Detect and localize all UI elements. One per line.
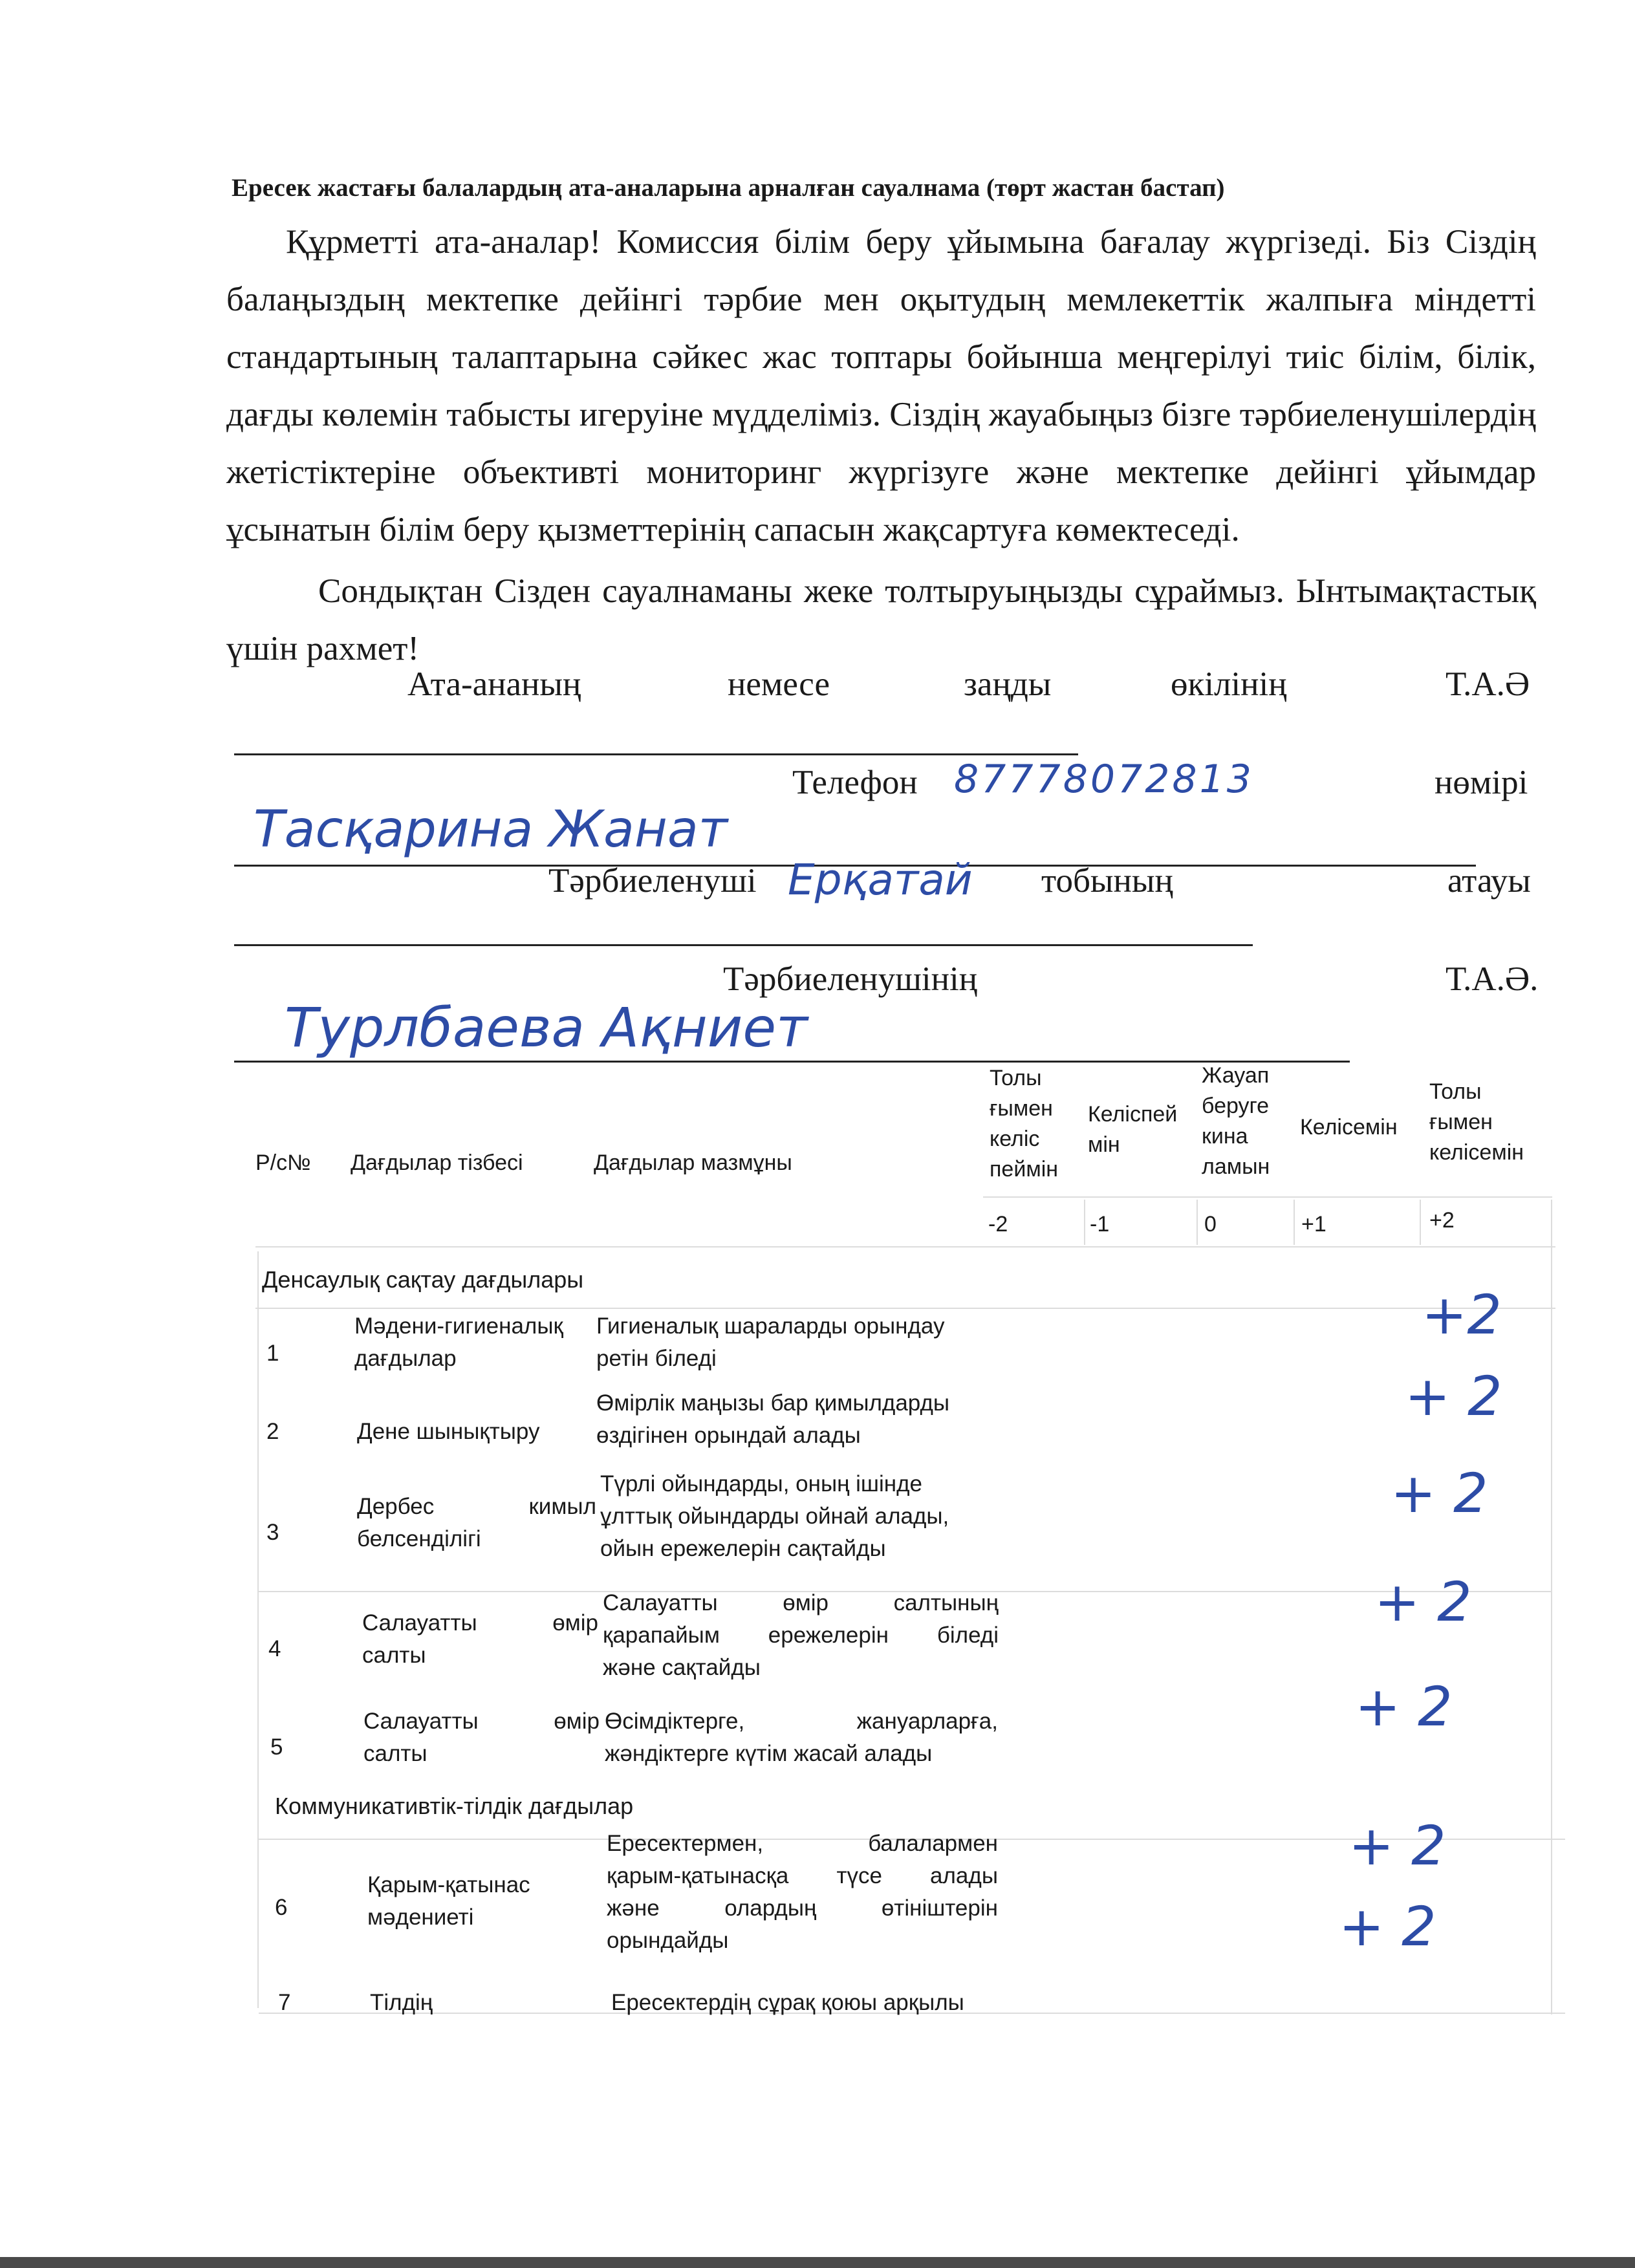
parent-label-word-4: өкілінің (1171, 665, 1287, 703)
header-col-strongly-disagree: Толы ғымен келіс пеймін (990, 1066, 1059, 1182)
phone-suffix: нөмірі (1435, 764, 1528, 801)
row-mark[interactable]: + 2 (1355, 1675, 1453, 1738)
grid-vline (257, 1251, 259, 2008)
row-content: Ересектердің сұрақ қоюы арқылы (611, 1990, 964, 2015)
row-mark[interactable]: + 2 (1405, 1365, 1502, 1428)
row-content: Түрлі ойындарды, оның ішінде ұлттық ойындарды ойнай алады, ойын ережелерін сақтайды (600, 1471, 949, 1561)
parent-label-word-1: Ата-ананың (407, 665, 581, 703)
row-number: 2 (266, 1419, 279, 1444)
row-number: 4 (268, 1636, 281, 1661)
header-col-agree: Келісемін (1300, 1115, 1398, 1139)
group-fill-line (234, 944, 1253, 946)
row-mark[interactable]: +2 (1422, 1283, 1502, 1346)
request-paragraph: Сондықтан Сізден сауалнаманы жеке толтыруыңызды сұраймыз. Ынтымақтастық үшін рахмет! (226, 572, 1536, 667)
child-name-line (234, 1061, 1350, 1063)
row-skill: Мәдени-гигиеналық дағдылар (354, 1313, 563, 1371)
row-number: 1 (266, 1341, 279, 1366)
grid-line (983, 1196, 1552, 1198)
group-label: Тәрбиеленуші (548, 862, 757, 900)
row-mark[interactable]: + 2 (1391, 1462, 1488, 1525)
row-content: Өмірлік маңызы бар қимылдарды өздігінен орындай алады (596, 1390, 950, 1448)
group-suffix: атауы (1447, 862, 1531, 900)
row-skill: Дене шынықтыру (357, 1419, 540, 1444)
row-skill: Салауатты өмір салты (362, 1610, 598, 1668)
score-zero: 0 (1204, 1212, 1217, 1237)
score-minus-1: -1 (1090, 1212, 1110, 1237)
row-number: 7 (278, 1990, 291, 2015)
parent-label-word-2: немесе (728, 665, 830, 703)
parent-fill-line (234, 753, 1078, 755)
intro-paragraph: Құрметті ата-аналар! Комиссия білім беру ұйымына бағалау жүргізеді. Біз Сіздің балаңыздың мектепке дейінгі тәрбие мен оқытудың мемлекеттік жалпыға міндетті стандартының талаптарына сәйкес жас топтары бойынша меңгерілуі тиіс білім, білік, дағды көлемін табысты игеруіне мүдделіміз. Сіздің жауабыңыз бізге тәрбиеленушілердің жетістіктеріне объективті мониторинг жүргізуге және мектепке дейінгі ұйымдар ұсынатын білім беру қызметтерінің сапасын жақсартуға көмектеседі. (226, 223, 1536, 548)
header-col-strongly-agree: Толы ғымен келісемін (1429, 1079, 1524, 1165)
row-content: Өсімдіктерге, жануарларға, жәндіктерге күтім жасай алады (605, 1709, 998, 1766)
score-minus-2: -2 (988, 1212, 1008, 1237)
grid-line (255, 1308, 1555, 1309)
header-col-undecided: Жауап беруге кина ламын (1202, 1063, 1270, 1179)
section-health-skills: Денсаулық сақтау дағдылары (262, 1266, 584, 1293)
row-content: Ересектермен, балалармен қарым-қатынасқа түсе алады және олардың өтініштерін орындайды (607, 1831, 998, 1953)
header-content: Дағдылар мазмұны (594, 1150, 792, 1175)
grid-vline (1551, 1200, 1552, 2014)
scan-edge (0, 2257, 1635, 2268)
group-mid: тобының (1041, 862, 1173, 900)
child-name-value[interactable]: Турлбаева Ақниет (285, 996, 808, 1059)
grid-vline (1420, 1200, 1421, 1245)
row-number: 6 (275, 1895, 288, 1920)
row-number: 3 (266, 1520, 279, 1545)
header-skills: Дағдылар тізбесі (351, 1150, 523, 1175)
form-title: Ересек жастағы балалардың ата-аналарына арналған сауалнама (төрт жастан бастап) (232, 174, 1225, 202)
score-plus-2: +2 (1429, 1208, 1455, 1233)
row-mark[interactable]: + 2 (1339, 1895, 1436, 1958)
row-skill: Салауатты өмір салты (363, 1709, 600, 1766)
grid-line (255, 1246, 1555, 1247)
row-skill: Дербес кимыл белсенділігі (357, 1494, 596, 1551)
score-plus-1: +1 (1301, 1212, 1326, 1237)
group-value[interactable]: Ерқатай (788, 855, 973, 905)
section-communication-skills: Коммуникативтік-тілдік дағдылар (275, 1793, 634, 1819)
row-mark[interactable]: + 2 (1348, 1814, 1446, 1877)
parent-name-value[interactable]: Тасқарина Жанат (254, 801, 728, 859)
header-col-disagree: Келіспей мін (1088, 1102, 1178, 1157)
child-suffix: Т.А.Ә. (1446, 960, 1539, 998)
row-mark[interactable]: + 2 (1374, 1570, 1472, 1634)
parent-label-word-5: Т.А.Ә (1446, 665, 1530, 703)
parent-label-word-3: заңды (964, 665, 1052, 703)
row-skill: Тілдің (370, 1990, 433, 2015)
row-skill: Қарым-қатынас мәдениеті (367, 1872, 530, 1930)
grid-vline (1294, 1200, 1295, 1245)
header-num: Р/с№ (255, 1150, 311, 1175)
phone-label: Телефон (792, 764, 918, 801)
child-label: Тәрбиеленушінің (723, 960, 978, 998)
phone-value[interactable]: 87778072813 (954, 757, 1254, 802)
row-number: 5 (270, 1734, 283, 1760)
grid-vline (1196, 1200, 1198, 1245)
grid-vline (1084, 1200, 1085, 1245)
row-content: Гигиеналық шараларды орындау ретін біледі (596, 1313, 945, 1371)
row-content: Салауатты өмір салтының қарапайым ережелерін біледі және сақтайды (603, 1590, 999, 1680)
